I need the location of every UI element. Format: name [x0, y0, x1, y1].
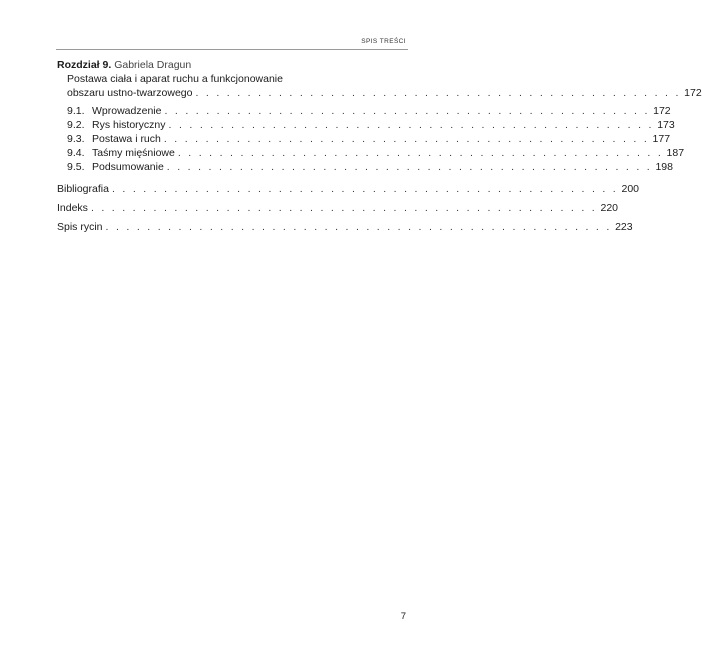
dot-leader: . . . . . . . . . . . . . . . . . . . . . . . . . . . . . . . . . . . . . . . . . . . . . . .: [164, 105, 650, 117]
section-page: 187: [666, 147, 685, 159]
entry-title: Bibliografia: [57, 183, 109, 195]
chapter-title-line1: Postawa ciała i aparat ruchu a funkcjonowanie: [67, 73, 283, 85]
chapter-page: 172: [684, 87, 702, 99]
page-number: 7: [400, 611, 406, 622]
dot-leader: . . . . . . . . . . . . . . . . . . . . . . . . . . . . . . . . . . . . . . . . . . . . . . . . .: [105, 221, 612, 233]
toc-entry-index[interactable]: [57, 201, 619, 215]
section-number: 9.3.: [67, 133, 85, 145]
dot-leader: . . . . . . . . . . . . . . . . . . . . . . . . . . . . . . . . . . . . . . . . . . . . . . .: [168, 119, 654, 131]
section-title: Wprowadzenie: [92, 105, 162, 117]
table-of-contents: [57, 58, 702, 239]
dot-leader: . . . . . . . . . . . . . . . . . . . . . . . . . . . . . . . . . . . . . . . . . . . . . . . . .: [90, 202, 598, 214]
chapter-title-line2: obszaru ustno-twarzowego: [67, 87, 193, 99]
section-title: Rys historyczny: [92, 119, 166, 131]
dot-leader: . . . . . . . . . . . . . . . . . . . . . . . . . . . . . . . . . . . . . . . . . . . . . . .: [163, 133, 650, 145]
toc-section-entry[interactable]: [57, 160, 673, 174]
section-page: 173: [657, 119, 675, 131]
dot-leader: . . . . . . . . . . . . . . . . . . . . . . . . . . . . . . . . . . . . . . . . . . . . . . . . .: [111, 183, 619, 195]
chapter-heading: [57, 58, 407, 72]
section-title: Postawa i ruch: [92, 133, 161, 145]
toc-entry-bibliography[interactable]: [57, 182, 640, 196]
running-header: SPIS TREŚCI: [361, 38, 406, 45]
section-title: Taśmy mięśniowe: [92, 147, 175, 159]
chapter-author: Gabriela Dragun: [114, 59, 192, 71]
header-rule: [56, 49, 408, 50]
section-page: 177: [652, 133, 671, 145]
section-page: 198: [655, 161, 673, 173]
section-number: 9.4.: [67, 147, 85, 159]
section-number: 9.1.: [67, 105, 85, 117]
entry-page: 200: [621, 183, 640, 195]
dot-leader: . . . . . . . . . . . . . . . . . . . . . . . . . . . . . . . . . . . . . . . . . . . . . . .: [195, 87, 681, 99]
dot-leader: . . . . . . . . . . . . . . . . . . . . . . . . . . . . . . . . . . . . . . . . . . . . . . .: [166, 161, 652, 173]
toc-section-entry[interactable]: [57, 118, 675, 132]
section-title: Podsumowanie: [92, 161, 164, 173]
toc-section-entry[interactable]: [57, 146, 685, 160]
dot-leader: . . . . . . . . . . . . . . . . . . . . . . . . . . . . . . . . . . . . . . . . . . . . . . .: [177, 147, 664, 159]
toc-section-entry[interactable]: [57, 132, 671, 146]
section-page: 172: [653, 105, 671, 117]
section-number: 9.2.: [67, 119, 85, 131]
entry-title: Indeks: [57, 202, 88, 214]
section-number: 9.5.: [67, 161, 85, 173]
entry-title: Spis rycin: [57, 221, 103, 233]
toc-section-entry[interactable]: [57, 104, 671, 118]
toc-entry-figures[interactable]: [57, 220, 633, 234]
chapter-title-entry[interactable]: [57, 86, 702, 100]
chapter-label: Rozdział 9.: [57, 59, 112, 71]
entry-page: 220: [600, 202, 619, 214]
entry-page: 223: [615, 221, 633, 233]
